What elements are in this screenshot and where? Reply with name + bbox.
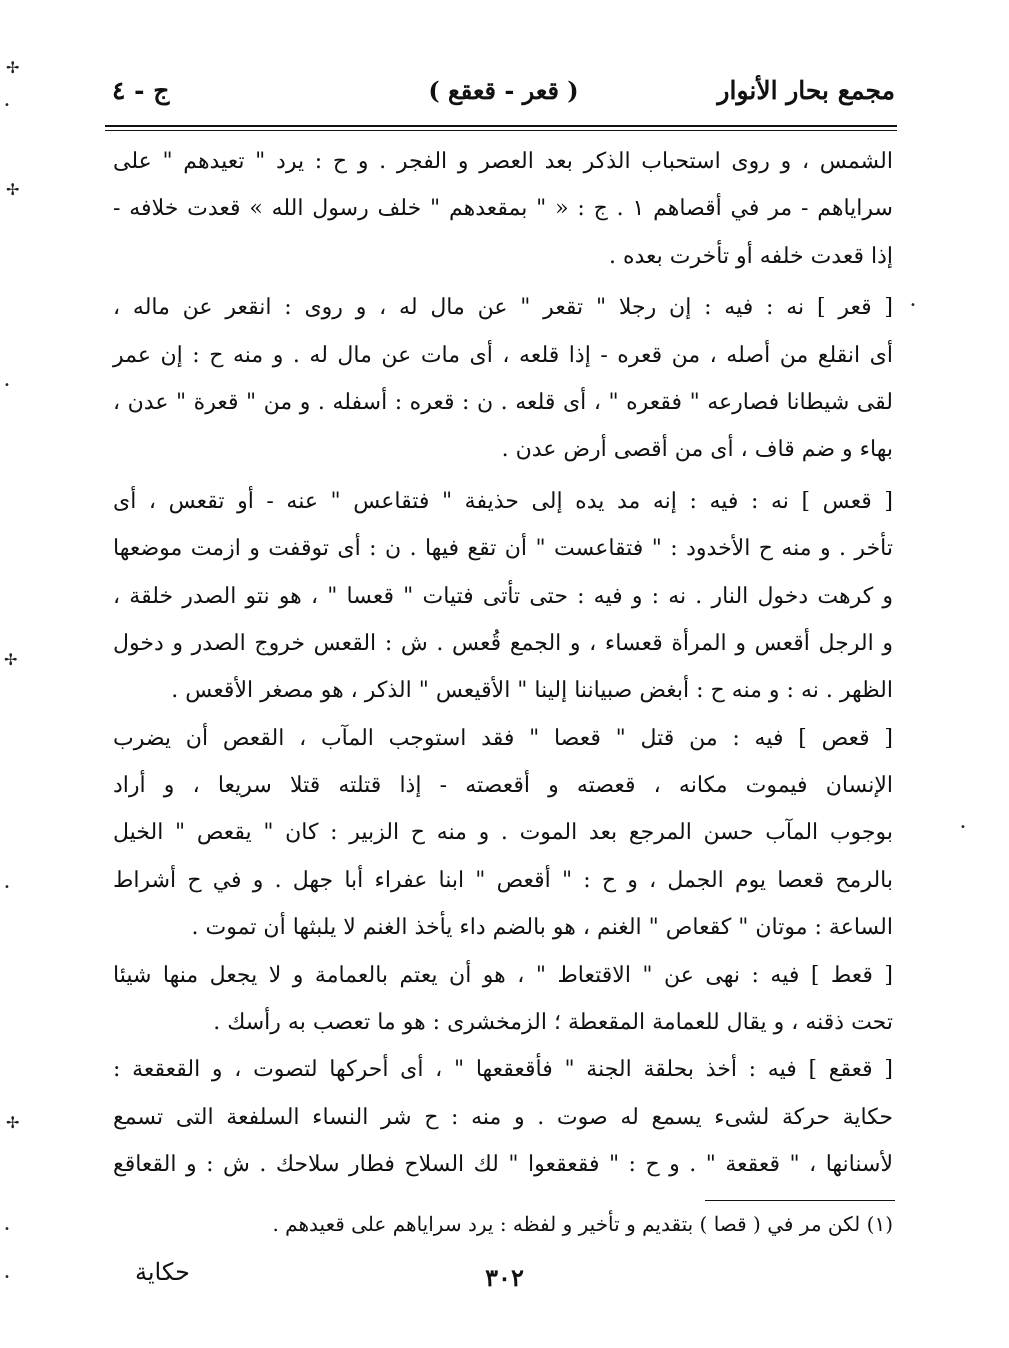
margin-speck: ✢ (6, 180, 20, 199)
text-line: الظهر . نه : و منه ح : أبغض صبياننا إلينا " الأقيعس " الذكر ، هو مصغر الأقعس . (171, 678, 893, 704)
volume-number: ج - ٤ (112, 76, 170, 105)
text-line: بالرمح قعصا يوم الجمل ، و ح : " أقعص " ابنا عفراء أبا جهل . و في ح أشراط (113, 867, 893, 893)
text-line: بوجوب المآب حسن المرجع بعد الموت . و منه ح الزبير : كان " يقعص " الخيل (113, 820, 893, 846)
running-header (112, 76, 895, 120)
header-rule-thin (105, 130, 897, 131)
footnote: (١) لكن مر في ( قصا ) بتقديم و تأخير و لفظه : يرد سراياهم على قعيدهم . (272, 1212, 893, 1236)
footnote-rule (705, 1200, 895, 1201)
book-title: مجمع بحار الأنوار (717, 76, 895, 105)
margin-speck: • (4, 100, 10, 111)
entry-line-qas: [ قعس ] نه : فيه : إنه مد يده إلى حذيفة " فتقاعس " عنه - أو تقعس ، أى (113, 488, 893, 514)
main-text (113, 138, 893, 1189)
text-line: تحت ذقنه ، و يقال للعمامة المقعطة ؛ الزمخشرى : هو ما تعصب به رأسك . (213, 1010, 893, 1036)
section-range: ( قعر - قعقع ) (428, 76, 579, 105)
margin-speck: • (4, 882, 10, 893)
margin-speck: ✢ (6, 1113, 20, 1132)
text-line: تأخر . و منه ح الأخدود : " فتقاعست " أن تقع فيها . ن : أى توقفت و ازمت موضعها (113, 536, 893, 562)
margin-speck: • (4, 1272, 10, 1283)
text-line: لقى شيطانا فصارعه " فقعره " ، أى قلعه . ن : قعره : أسفله . و من " قعرة " عدن ، (113, 389, 893, 415)
margin-speck: ✢ (4, 650, 18, 669)
entry-line-qaqa: [ قعقع ] فيه : أخذ بحلقة الجنة " فأقعقعها " ، أى أحركها لتصوت ، و القعقعة : (113, 1057, 893, 1083)
page-number: ٣٠٢ (485, 1263, 524, 1292)
text-line: الإنسان فيموت مكانه ، قعصته و أقعصته - إذا قتلته قتلا سريعا ، و أراد (113, 773, 893, 799)
text-line: و الرجل أقعس و المرأة قعساء ، و الجمع قُعس . ش : القعس خروج الصدر و دخول (113, 630, 893, 656)
text-line: الساعة : موتان " كقعاص " الغنم ، هو بالضم داء يأخذ الغنم لا يلبثها أن تموت . (191, 915, 893, 941)
catchword: حكاية (135, 1258, 190, 1286)
text-line: إذا قعدت خلفه أو تأخرت بعده . (609, 243, 893, 269)
text-line: الشمس ، و روى استحباب الذكر بعد العصر و الفجر . و ح : يرد " تعيدهم " على (113, 149, 893, 174)
text-line: بهاء و ضم قاف ، أى من أقصى أرض عدن . (501, 437, 893, 463)
text-line: حكاية حركة لشىء يسمع له صوت . و منه : ح شر النساء السلفعة التى تسمع (113, 1104, 893, 1130)
margin-speck: • (4, 380, 10, 391)
margin-speck: • (910, 300, 916, 311)
entry-line-qar: [ قعر ] نه : فيه : إن رجلا " تقعر " عن مال له ، و روى : انقعر عن ماله ، (113, 295, 893, 321)
margin-speck: • (4, 1224, 10, 1235)
margin-speck: • (960, 822, 966, 833)
header-rule (105, 125, 897, 127)
text-line: و كرهت دخول النار . نه : و فيه : حتى تأتى فتيات " قعسا " ، هو نتو الصدر خلقة ، (113, 583, 893, 609)
text-line: لأسنانها ، " قعقعة " . و ح : " فقعقعوا " لك السلاح فطار سلاحك . ش : و القعاقع (113, 1152, 893, 1178)
text-line: أى انقلع من أصله ، من قعره - إذا قلعه ، أى مات عن مال له . و منه ح : إن عمر (113, 342, 893, 368)
text-line: سراياهم - مر في أقصاهم ١ . ج : « " بمقعدهم " خلف رسول الله » قعدت خلافه - (113, 196, 893, 222)
margin-speck: ✢ (6, 58, 20, 77)
entry-line-qas-sad: [ قعص ] فيه : من قتل " قعصا " فقد استوجب المآب ، القعص أن يضرب (113, 725, 893, 751)
entry-line-qat: [ قعط ] فيه : نهى عن " الاقتعاط " ، هو أن يعتم بالعمامة و لا يجعل منها شيئا (113, 962, 893, 988)
